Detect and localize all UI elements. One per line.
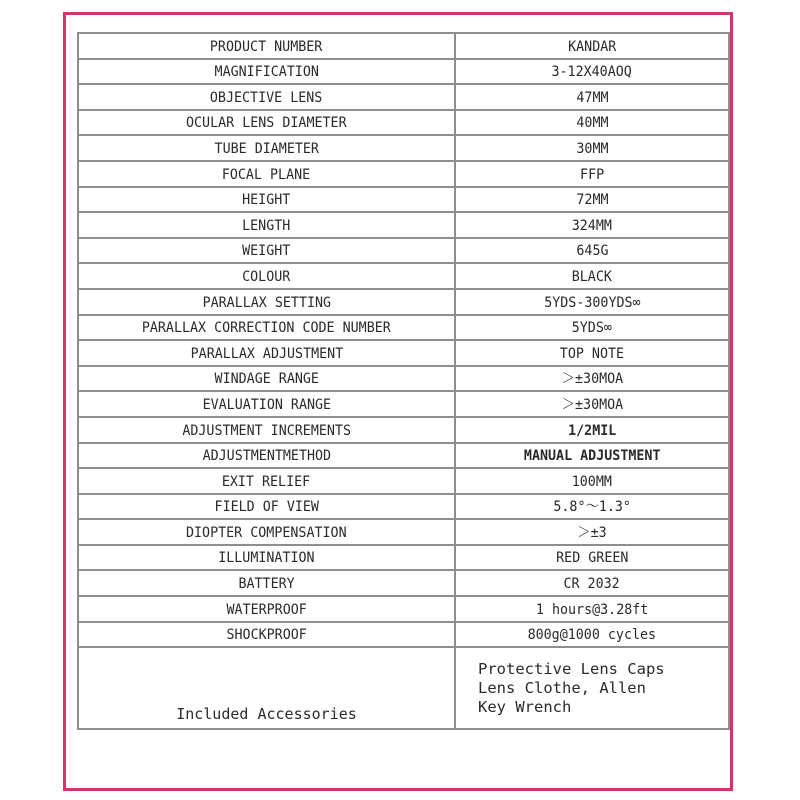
accessories-value-cell <box>455 647 729 729</box>
spec-label-cell <box>78 443 455 469</box>
spec-value-cell <box>455 59 729 85</box>
spec-label: WATERPROOF <box>226 601 307 618</box>
table-row <box>78 84 729 110</box>
spec-value-cell <box>455 494 729 520</box>
spec-value-cell <box>455 545 729 571</box>
spec-table-body <box>78 33 729 729</box>
spec-value: ＞±3 <box>577 524 607 541</box>
spec-value-cell <box>455 443 729 469</box>
spec-label: WINDAGE RANGE <box>214 371 319 388</box>
spec-value-cell <box>455 289 729 315</box>
spec-value: KANDAR <box>567 38 617 55</box>
table-row <box>78 59 729 85</box>
table-row <box>78 519 729 545</box>
spec-value-cell <box>455 622 729 648</box>
spec-value: 800g@1000 cycles <box>527 627 657 644</box>
spec-label-cell <box>78 59 455 85</box>
table-row <box>78 468 729 494</box>
table-row <box>78 212 729 238</box>
spec-value: RED GREEN <box>555 550 629 567</box>
spec-value: BLACK <box>571 268 613 285</box>
table-row <box>78 263 729 289</box>
table-row <box>78 596 729 622</box>
table-row <box>78 110 729 136</box>
spec-label-cell <box>78 340 455 366</box>
spec-label: BATTERY <box>238 576 295 593</box>
table-row <box>78 135 729 161</box>
spec-label-cell <box>78 417 455 443</box>
spec-label-cell <box>78 622 455 648</box>
spec-label: OBJECTIVE LENS <box>210 89 323 106</box>
spec-label: COLOUR <box>242 268 291 285</box>
spec-value-cell <box>455 391 729 417</box>
accessories-label-cell <box>78 647 455 729</box>
spec-value-cell <box>455 135 729 161</box>
spec-value-cell <box>455 263 729 289</box>
spec-value: 645G <box>575 243 609 260</box>
spec-value-cell <box>455 468 729 494</box>
accessories-label: Included Accessories <box>176 705 357 724</box>
spec-label: ILLUMINATION <box>218 550 315 567</box>
spec-label: PARALLAX SETTING <box>202 294 331 311</box>
spec-value: FFP <box>579 166 605 183</box>
spec-label-cell <box>78 545 455 571</box>
spec-value-cell <box>455 161 729 187</box>
table-row <box>78 238 729 264</box>
table-row <box>78 494 729 520</box>
spec-label-cell <box>78 84 455 110</box>
spec-value: MANUAL ADJUSTMENT <box>523 448 661 465</box>
spec-value-cell <box>455 110 729 136</box>
spec-label: WEIGHT <box>242 243 291 260</box>
spec-value: CR 2032 <box>563 576 621 593</box>
spec-label: HEIGHT <box>242 192 291 209</box>
spec-label-cell <box>78 212 455 238</box>
spec-label-cell <box>78 391 455 417</box>
spec-value: 5.8°～1.3° <box>553 499 631 516</box>
spec-label: OCULAR LENS DIAMETER <box>186 115 347 132</box>
spec-label: PRODUCT NUMBER <box>210 38 323 55</box>
spec-value: 3-12X40AOQ <box>551 64 633 81</box>
spec-value-cell <box>455 187 729 213</box>
spec-value-cell <box>455 33 729 59</box>
spec-value: 100MM <box>571 473 613 490</box>
spec-value-cell <box>455 366 729 392</box>
spec-label: ADJUSTMENT INCREMENTS <box>182 422 351 439</box>
spec-value-cell <box>455 212 729 238</box>
spec-label: TUBE DIAMETER <box>214 140 319 157</box>
table-row <box>78 33 729 59</box>
spec-label-cell <box>78 33 455 59</box>
spec-label: EVALUATION RANGE <box>202 396 331 413</box>
spec-label-cell <box>78 110 455 136</box>
spec-label: PARALLAX ADJUSTMENT <box>190 345 343 362</box>
spec-value: ＞±30MOA <box>561 371 623 388</box>
spec-value: 5YDS-300YDS∞ <box>543 294 641 311</box>
spec-value: 40MM <box>575 115 609 132</box>
spec-label-cell <box>78 161 455 187</box>
spec-label: MAGNIFICATION <box>214 64 319 81</box>
accessories-row <box>78 647 729 729</box>
spec-label-cell <box>78 135 455 161</box>
table-row <box>78 187 729 213</box>
table-row <box>78 161 729 187</box>
spec-label-cell <box>78 315 455 341</box>
table-row <box>78 391 729 417</box>
spec-value-cell <box>455 315 729 341</box>
spec-value: 5YDS∞ <box>571 320 613 337</box>
spec-label-cell <box>78 468 455 494</box>
table-row <box>78 622 729 648</box>
accessories-value: Protective Lens Caps Lens Clothe, Allen Key Wrench <box>478 659 665 716</box>
spec-table <box>77 32 730 730</box>
table-row <box>78 570 729 596</box>
spec-value-cell <box>455 519 729 545</box>
spec-value-cell <box>455 417 729 443</box>
spec-label-cell <box>78 238 455 264</box>
table-row <box>78 340 729 366</box>
spec-label: DIOPTER COMPENSATION <box>186 524 347 541</box>
spec-label: FOCAL PLANE <box>222 166 311 183</box>
spec-value: 72MM <box>575 192 609 209</box>
table-row <box>78 366 729 392</box>
spec-value: 1 hours@3.28ft <box>535 601 649 618</box>
table-row <box>78 545 729 571</box>
spec-label: PARALLAX CORRECTION CODE NUMBER <box>142 320 391 337</box>
spec-value: ＞±30MOA <box>561 396 623 413</box>
spec-label-cell <box>78 519 455 545</box>
spec-label: FIELD OF VIEW <box>214 499 319 516</box>
spec-value: 324MM <box>571 217 613 234</box>
spec-value-cell <box>455 84 729 110</box>
spec-value-cell <box>455 570 729 596</box>
table-row <box>78 417 729 443</box>
spec-value-cell <box>455 596 729 622</box>
spec-label: LENGTH <box>242 217 291 234</box>
spec-value: TOP NOTE <box>559 345 625 362</box>
spec-label: SHOCKPROOF <box>226 627 307 644</box>
spec-label-cell <box>78 263 455 289</box>
spec-value-cell <box>455 238 729 264</box>
spec-value: 47MM <box>575 89 609 106</box>
table-row <box>78 315 729 341</box>
spec-label-cell <box>78 596 455 622</box>
spec-label-cell <box>78 187 455 213</box>
spec-label: EXIT RELIEF <box>222 473 311 490</box>
spec-label-cell <box>78 494 455 520</box>
spec-label-cell <box>78 289 455 315</box>
spec-value-cell <box>455 340 729 366</box>
table-row <box>78 289 729 315</box>
table-row <box>78 443 729 469</box>
spec-value: 1/2MIL <box>567 422 617 439</box>
spec-label-cell <box>78 366 455 392</box>
spec-label-cell <box>78 570 455 596</box>
spec-label: ADJUSTMENTMETHOD <box>202 448 331 465</box>
spec-value: 30MM <box>575 140 609 157</box>
